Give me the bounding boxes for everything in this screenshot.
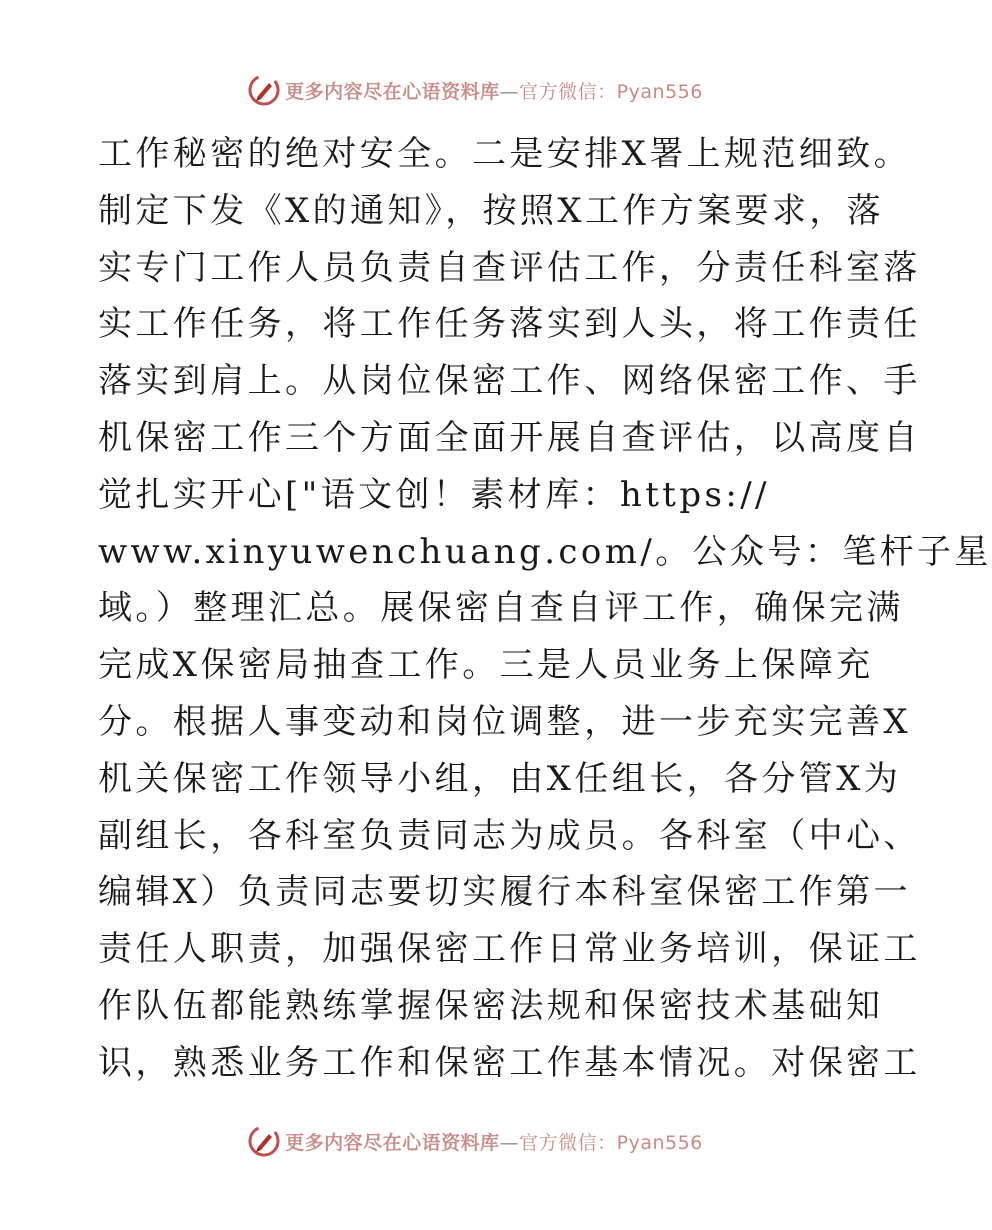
- document-body: [98, 126, 992, 1092]
- body-line: 副组长，各科室负责同志为成员。各科室（中心、: [98, 815, 921, 856]
- header-watermark-text: 更多内容尽在心语资料库—官方微信：Pyan556: [285, 80, 703, 103]
- pen-logo-icon: [247, 1124, 281, 1158]
- body-line: 实专门工作人员负责自查评估工作，分责任科室落: [98, 247, 921, 288]
- body-line: 完成X保密局抽查工作。三是人员业务上保障充: [98, 645, 874, 686]
- footer-watermark-text: 更多内容尽在心语资料库—官方微信：Pyan556: [285, 1131, 703, 1154]
- body-line: 作队伍都能熟练掌握保密法规和保密技术基础知: [98, 985, 884, 1026]
- body-line: 机保密工作三个方面全面开展自查评估，以高度自: [98, 417, 921, 458]
- body-line: 觉扎实开心["语文创！素材库：https://: [98, 474, 770, 515]
- body-line: 工作秘密的绝对安全。二是安排X署上规范细致。: [98, 134, 912, 174]
- body-line: 落实到肩上。从岗位保密工作、网络保密工作、手: [98, 361, 921, 402]
- pen-logo-icon: [247, 73, 281, 107]
- body-line: 机关保密工作领导小组，由X任组长，各分管X为: [98, 758, 902, 799]
- body-line: 编辑X）负责同志要切实履行本科室保密工作第一: [98, 872, 912, 913]
- body-line: 责任人职责，加强保密工作日常业务培训，保证工: [98, 929, 921, 970]
- footer-watermark: [0, 1121, 950, 1161]
- body-line: 识，熟悉业务工作和保密工作基本情况。对保密工: [98, 1042, 921, 1083]
- header-watermark: [0, 70, 950, 110]
- body-line: 制定下发《X的通知》，按照X工作方案要求，落: [98, 190, 885, 231]
- body-line: www.xinyuwenchuang.com/。公众号：笔杆子星: [98, 531, 992, 572]
- body-line: 实工作任务，将工作任务落实到人头，将工作责任: [98, 304, 921, 345]
- body-line: 分。根据人事变动和岗位调整，进一步充实完善X: [98, 701, 912, 742]
- body-line: 域。）整理汇总。展保密自查自评工作，确保完满: [98, 588, 904, 629]
